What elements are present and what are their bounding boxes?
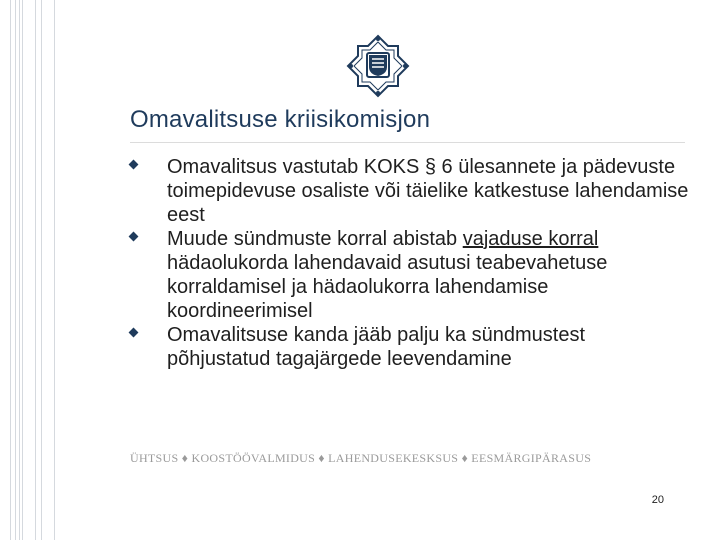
title-divider bbox=[130, 142, 685, 143]
decorative-line bbox=[35, 0, 36, 540]
motto-footer: ÜHTSUS ♦ KOOSTÖÖVALMIDUS ♦ LAHENDUSEKESKSUS ♦ EESMÄRGIPÄRASUS bbox=[130, 451, 592, 465]
bullet-list bbox=[130, 155, 690, 371]
diamond-bullet-icon bbox=[129, 232, 139, 242]
list-item bbox=[130, 323, 690, 371]
decorative-line bbox=[15, 0, 16, 540]
decorative-line bbox=[41, 0, 42, 540]
diamond-bullet-icon bbox=[129, 328, 139, 338]
decorative-line bbox=[19, 0, 20, 540]
decorative-line bbox=[22, 0, 23, 540]
page-title: Omavalitsuse kriisikomisjon bbox=[130, 106, 431, 133]
underlined-phrase: vajaduse korral bbox=[462, 228, 599, 250]
bullet-text: Omavalitsus vastutab KOKS § 6 ülesannete ja pädevuste toimepidevuse osaliste või täielike katkestuse lahendamise eest bbox=[167, 156, 689, 226]
bullet-text-start: Muude sündmuste korral abistab bbox=[167, 228, 463, 250]
decorative-line bbox=[54, 0, 55, 540]
page-number: 20 bbox=[651, 494, 664, 506]
list-item bbox=[130, 155, 690, 227]
list-item bbox=[130, 227, 690, 323]
diamond-bullet-icon bbox=[129, 160, 139, 170]
decorative-line bbox=[10, 0, 11, 540]
coat-of-arms-icon bbox=[346, 34, 410, 98]
bullet-text: Omavalitsuse kanda jääb palju ka sündmustest põhjustatud tagajärgede leevendamine bbox=[167, 324, 586, 370]
bullet-text-end: hädaolukorda lahendavaid asutusi teabevahetuse korraldamisel ja hädaolukorra lahendamise koordineerimisel bbox=[167, 252, 608, 322]
